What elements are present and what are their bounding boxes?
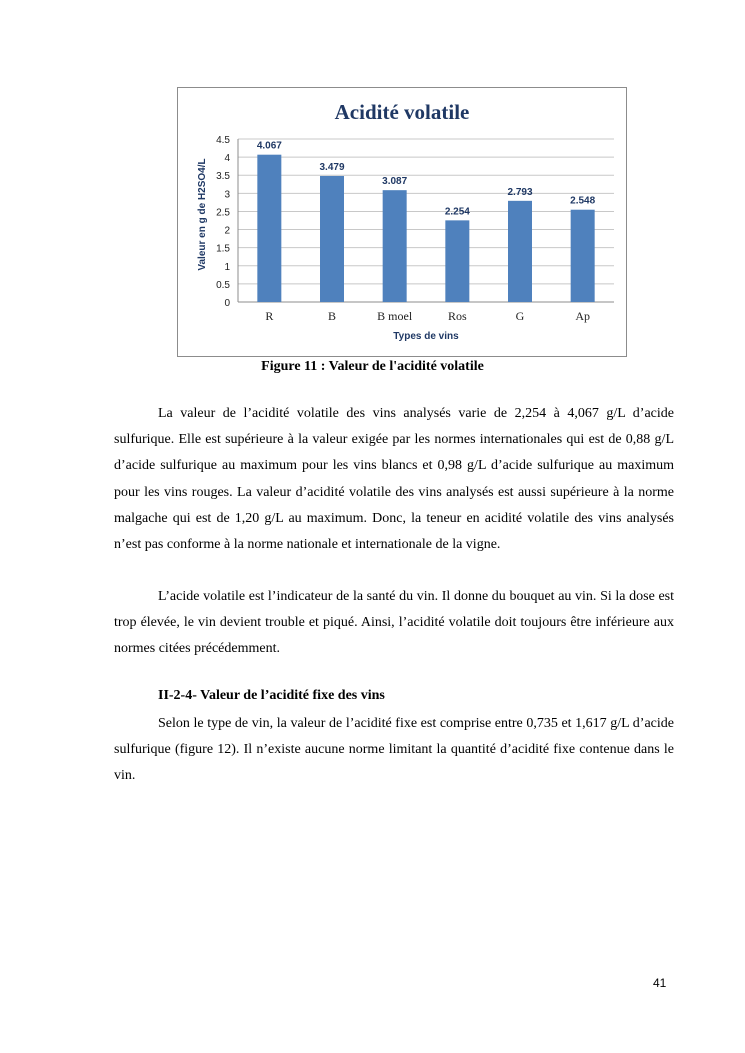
data-label: 2.548	[570, 195, 596, 207]
bar-g	[508, 201, 532, 302]
y-tick-label: 1.5	[216, 243, 230, 255]
data-label: 2.793	[507, 186, 533, 198]
page-number: 41	[653, 976, 667, 990]
y-tick-label: 4	[224, 153, 230, 165]
chart-frame	[177, 87, 627, 357]
data-label: 4.067	[256, 140, 282, 152]
y-axis-label: Valeur en g de H2SO4/L	[197, 158, 208, 271]
figure-caption: Figure 11 : Valeur de l'acidité volatile	[261, 359, 484, 374]
x-tick-label: Ros	[447, 309, 467, 323]
y-tick-label: 3.5	[216, 171, 230, 183]
data-label: 3.087	[382, 176, 408, 188]
paragraph-acidite-fixe: Selon le type de vin, la valeur de l’acidité fixe est comprise entre 0,735 et 1,617 g/L d’acide sulfurique (figure 12). Il n’existe aucune norme limitant la quantité d’acidité fixe contenue dans le vin.	[114, 716, 674, 784]
y-tick-label: 1	[224, 261, 230, 273]
bar-chart	[178, 88, 626, 356]
bar-b	[320, 176, 344, 302]
paragraph-acidite-volatile: La valeur de l’acidité volatile des vins analysés varie de 2,254 à 4,067 g/L d’acide sulfurique. Elle est supérieure à la valeur exigée par les normes internationales qui est de 0,88 g/L d’acide sulfurique au maximum pour les vins blancs et 0,98 g/L d’acide sulfurique au maximum pour les vins rouges. La valeur d’acidité volatile des vins analysés est aussi supérieure à la norme malgache qui est de 1,20 g/L au maximum. Donc, la teneur en acidité volatile des vins analysés n’est pas conforme à la norme nationale et internationale de la vigne.	[114, 406, 674, 553]
x-tick-label: R	[265, 309, 274, 323]
y-tick-label: 0	[224, 298, 230, 309]
bar-r	[257, 155, 281, 302]
x-tick-label: G	[515, 309, 525, 323]
chart-title: Acidité volatile	[334, 100, 470, 124]
section-heading: II-2-4- Valeur de l’acidité fixe des vins	[158, 688, 385, 703]
bar-ap	[571, 210, 595, 302]
paragraph-sante-du-vin: L’acide volatile est l’indicateur de la santé du vin. Il donne du bouquet au vin. Si la dose est trop élevée, le vin devient trouble et piqué. Ainsi, l’acidité volatile doit toujours être inférieure aux normes citées précédemment.	[114, 589, 674, 657]
y-tick-label: 2.5	[216, 207, 230, 219]
y-tick-label: 0.5	[216, 279, 230, 291]
x-tick-label: B moel	[377, 309, 413, 323]
x-axis-label: Types de vins	[393, 331, 459, 342]
x-tick-label: Ap	[575, 309, 591, 323]
x-tick-label: B	[327, 309, 337, 323]
y-tick-label: 4.5	[216, 135, 230, 146]
y-tick-label: 2	[224, 225, 230, 237]
data-label: 3.479	[319, 161, 345, 173]
y-tick-label: 3	[224, 189, 230, 201]
bar-b-moel	[383, 190, 407, 302]
bar-ros	[445, 220, 469, 302]
data-label: 2.254	[444, 206, 470, 218]
